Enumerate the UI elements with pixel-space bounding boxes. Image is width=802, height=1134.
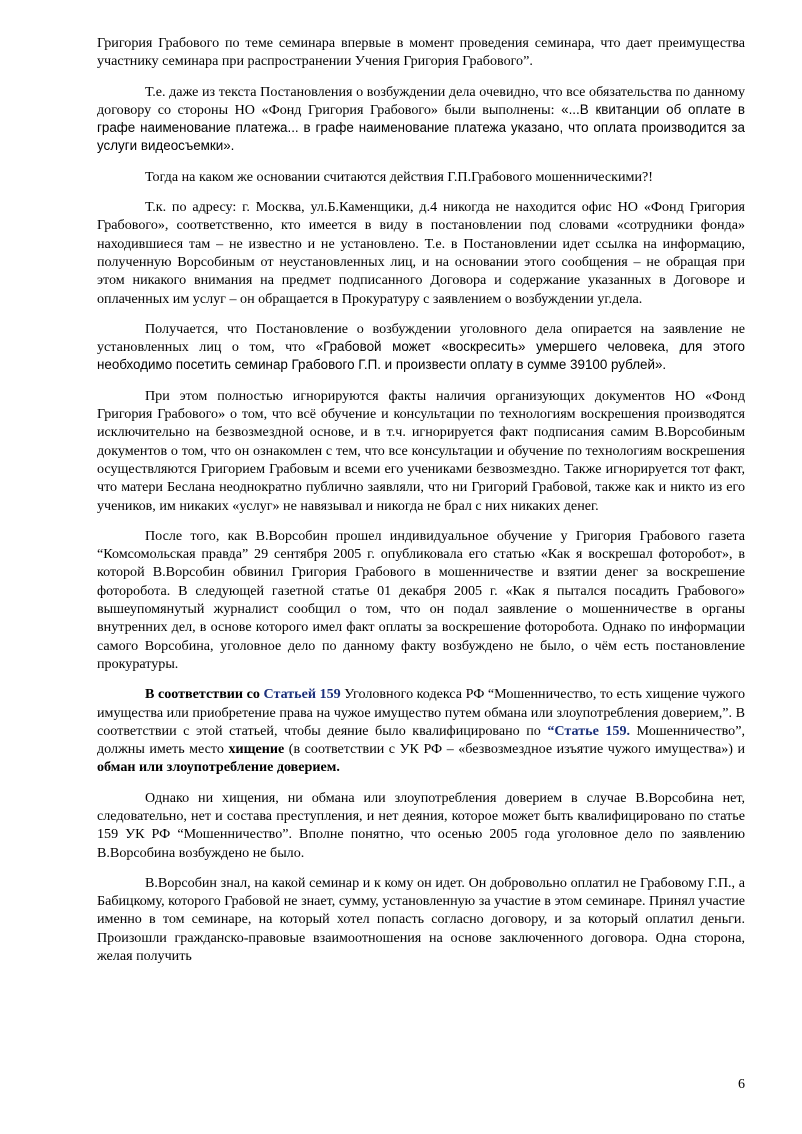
text-segment: (в соответствии с УК РФ – «безвозмездное изъятие чужого имущества») и — [284, 741, 745, 758]
article-159-reference[interactable]: “Статье 159. — [547, 722, 631, 739]
text-segment: Мошенничество”, должны иметь место — [97, 722, 745, 758]
text-segment: Однако ни хищения, ни обмана или злоупотребления доверием в случае В.Ворсобина нет, следовательно, нет и состава преступления, и нет деяния, которое может быть квалифицировано по статье 159 УК РФ “Мошенничество”. Вполне понятно, что осенью 2005 года уголовное дело по заявлению В.Ворсобина возбуждено не было. — [97, 789, 745, 861]
paragraph-7 — [97, 527, 745, 673]
paragraph-5 — [97, 320, 745, 375]
text-segment: В.Ворсобин знал, на какой семинар и к кому он идет. Он добровольно оплатил не Грабовому Г.П., а Бабицкому, которого Грабовой не знает, сумму, установленную за участие в этом семинаре. Принял участие именно в том семинаре, на который хотел попасть согласно договору, и за который оплатил деньги. Произошли гражданско-правовые взаимоотношения на основе заключенного договора. Одна сторона, желая получить — [97, 874, 745, 965]
text-segment: При этом полностью игнорируются факты наличия организующих документов НО «Фонд Григория Грабового» о том, что всё обучение и консультации по технологиям воскрешения производятся исключительно на безвозмездной основе, и в т.ч. игнорируется факт подписания самим В.Ворсобиным документов о том, что он ознакомлен с тем, что все консультации и обучение по технологиям воскрешения осуществляются Григорием Грабовым и всеми его учениками безвозмездно. Также игнорируется тот факт, что матери Беслана неоднократно публично заявляли, что ни Григорий Грабовой, также как и никто из его учеников, им никаких «услуг» не навязывал и никогда не брал с них никаких денег. — [97, 387, 745, 514]
paragraph-9 — [97, 789, 745, 862]
article-159-link[interactable]: Статьей 159 — [263, 686, 341, 703]
paragraph-10 — [97, 874, 745, 965]
text-segment: Григория Грабового по теме семинара впервые в момент проведения семинара, что дает преимущества участнику семинара при распространении Учения Григория Грабового”. — [97, 35, 745, 70]
paragraph-1 — [97, 34, 745, 71]
text-segment: Т.е. даже из текста Постановления о возбуждении дела очевидно, что все обязательства по данному договору со стороны НО «Фонд Григория Грабового» были выполнены: — [97, 83, 745, 118]
text-segment: Т.к. по адресу: г. Москва, ул.Б.Каменщики, д.4 никогда не находится офис НО «Фонд Григория Грабового», соответственно, кто имеется в виду в постановлении под словами «сотрудники фонда» находившиеся там – не известно и не установлено. Т.е. в Постановлении идет ссылка на информацию, полученную Ворсобиным от неустановленных лиц, и на основании этого сообщения – не обращая при этом никакого внимания на предмет подписанного Договора и содержание указанных в Договоре и оплаченных им услуг – он обращается в Прокуратуру с заявлением о возбуждении уг.дела. — [97, 199, 745, 307]
text-segment: Тогда на каком же основании считаются действия Г.П.Грабового мошенническими?! — [145, 168, 653, 185]
paragraph-6 — [97, 387, 745, 515]
bold-segment: хищение — [228, 741, 285, 758]
paragraph-3 — [97, 168, 745, 186]
paragraph-4 — [97, 198, 745, 308]
quote-segment: «...В квитанции об оплате в графе наименование платежа... в графе наименование платежа указано, что оплата производится за услуги видеосъемки». — [97, 101, 745, 154]
paragraph-8 — [97, 685, 745, 776]
document-page — [97, 34, 745, 977]
text-segment: Уголовного кодекса РФ “Мошенничество, то есть хищение чужого имущества или приобретение права на чужое имущество путем обмана или злоупотребления доверием,”. В соответствии с этой статьей, чтобы деяние было квалифицировано по — [97, 686, 745, 739]
bold-segment: В соответствии со — [145, 686, 264, 703]
text-segment: После того, как В.Ворсобин прошел индивидуальное обучение у Григория Грабового газета “Комсомольская правда” 29 сентября 2005 г. опубликовала его статью «Как я воскрешал фоторобот», в которой В.Ворсобин обвинил Григория Грабового в мошенничестве и взятии денег за воскрешение фоторобота. В следующей газетной статье 01 декабря 2005 г. «Как я пытался посадить Грабового» вышеупомянутый журналист сообщил о том, что он подал заявление о мошенничестве в органы внутренних дел, в основе которого имел факт оплаты за воскрешение фоторобота. Однако по информации самого Ворсобина, уголовное дело по данному факту возбуждено не было, о чём есть постановление прокуратуры. — [97, 527, 745, 672]
text-segment: Получается, что Постановление о возбуждении уголовного дела опирается на заявление не установленных лиц о том, что — [97, 320, 745, 356]
quote-segment: «Грабовой может «воскресить» умершего человека, для этого необходимо посетить семинар Грабового Г.П. и произвести оплату в сумме 39100 рублей». — [97, 339, 746, 373]
paragraph-2 — [97, 83, 745, 156]
page-number: 6 — [738, 1077, 745, 1092]
bold-segment: обман или злоупотребление доверием. — [97, 759, 340, 776]
